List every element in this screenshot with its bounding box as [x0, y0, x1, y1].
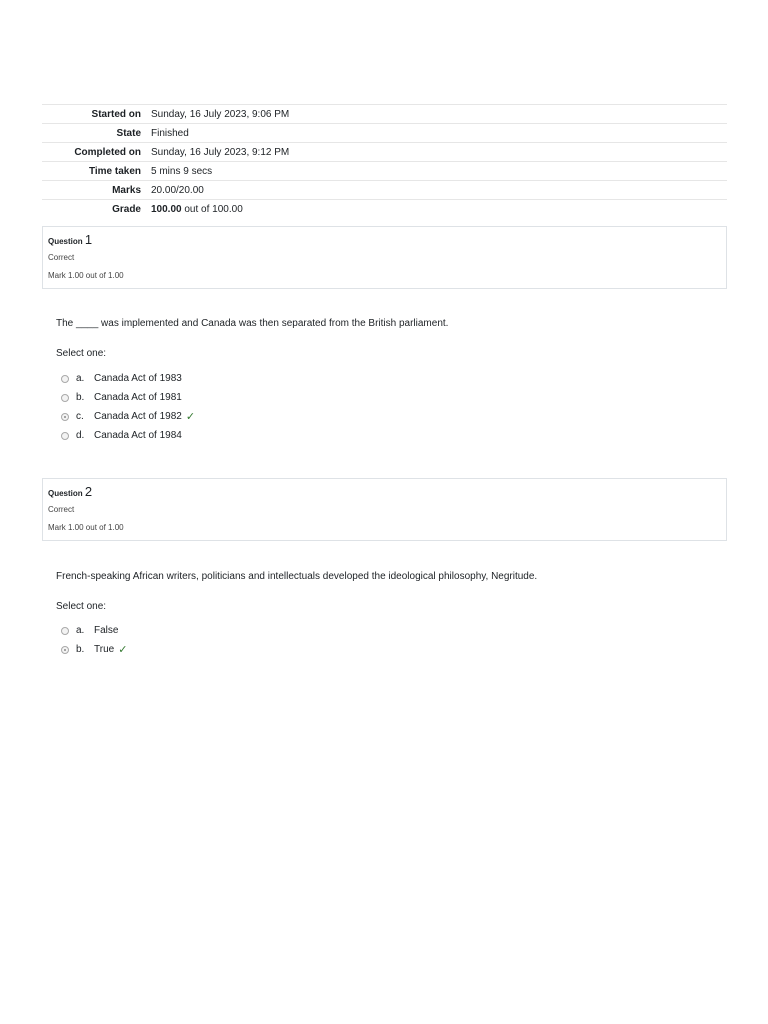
summary-value: [151, 200, 727, 219]
summary-label: Grade: [42, 200, 151, 219]
answer-option-b[interactable]: b. True ✓: [61, 640, 127, 659]
summary-row-started: [42, 105, 727, 124]
radio-selected-icon[interactable]: [61, 646, 69, 654]
question-number: Question 2: [48, 484, 93, 499]
summary-label: Time taken: [42, 162, 151, 181]
answer-list: [61, 621, 127, 659]
radio-selected-icon[interactable]: [61, 413, 69, 421]
question-grade: Mark 1.00 out of 1.00: [48, 271, 124, 280]
summary-row-state: [42, 124, 727, 143]
question-state: Correct: [48, 253, 75, 262]
summary-value: 5 mins 9 secs: [151, 162, 727, 181]
summary-row-marks: [42, 181, 727, 200]
question-state: Correct: [48, 505, 75, 514]
check-icon: ✓: [118, 644, 128, 656]
summary-row-completed: [42, 143, 727, 162]
answer-option-a[interactable]: a. False: [61, 621, 127, 640]
answer-list: [61, 369, 195, 445]
question-text: French-speaking African writers, politicians and intellectuals developed the ideological philosophy, Negritude.: [56, 571, 538, 582]
answer-option-c[interactable]: c. Canada Act of 1982 ✓: [61, 407, 195, 426]
summary-value: 20.00/20.00: [151, 181, 727, 200]
summary-label: Started on: [42, 105, 151, 124]
select-prompt: Select one:: [56, 601, 107, 612]
select-prompt: Select one:: [56, 348, 107, 359]
summary-value: Finished: [151, 124, 727, 143]
radio-icon[interactable]: [61, 394, 69, 402]
radio-icon[interactable]: [61, 627, 69, 635]
summary-value: Sunday, 16 July 2023, 9:06 PM: [151, 105, 727, 124]
question-info-2: [42, 478, 727, 541]
grade-score: 100.00: [151, 203, 182, 215]
summary-label: State: [42, 124, 151, 143]
question-text: The ____ was implemented and Canada was then separated from the British parliament.: [56, 318, 449, 329]
answer-option-b[interactable]: b. Canada Act of 1981: [61, 388, 195, 407]
answer-option-d[interactable]: d. Canada Act of 1984: [61, 426, 195, 445]
summary-row-time-taken: [42, 162, 727, 181]
radio-icon[interactable]: [61, 375, 69, 383]
check-icon: ✓: [185, 411, 196, 423]
question-number: Question 1: [48, 232, 93, 247]
radio-icon[interactable]: [61, 432, 69, 440]
answer-option-a[interactable]: a. Canada Act of 1983: [61, 369, 195, 388]
summary-label: Marks: [42, 181, 151, 200]
summary-value: Sunday, 16 July 2023, 9:12 PM: [151, 143, 727, 162]
quiz-summary-table: [42, 104, 727, 218]
summary-label: Completed on: [42, 143, 151, 162]
summary-row-grade: [42, 200, 727, 219]
grade-suffix: out of 100.00: [184, 203, 243, 215]
question-info-1: [42, 226, 727, 289]
question-grade: Mark 1.00 out of 1.00: [48, 523, 124, 532]
